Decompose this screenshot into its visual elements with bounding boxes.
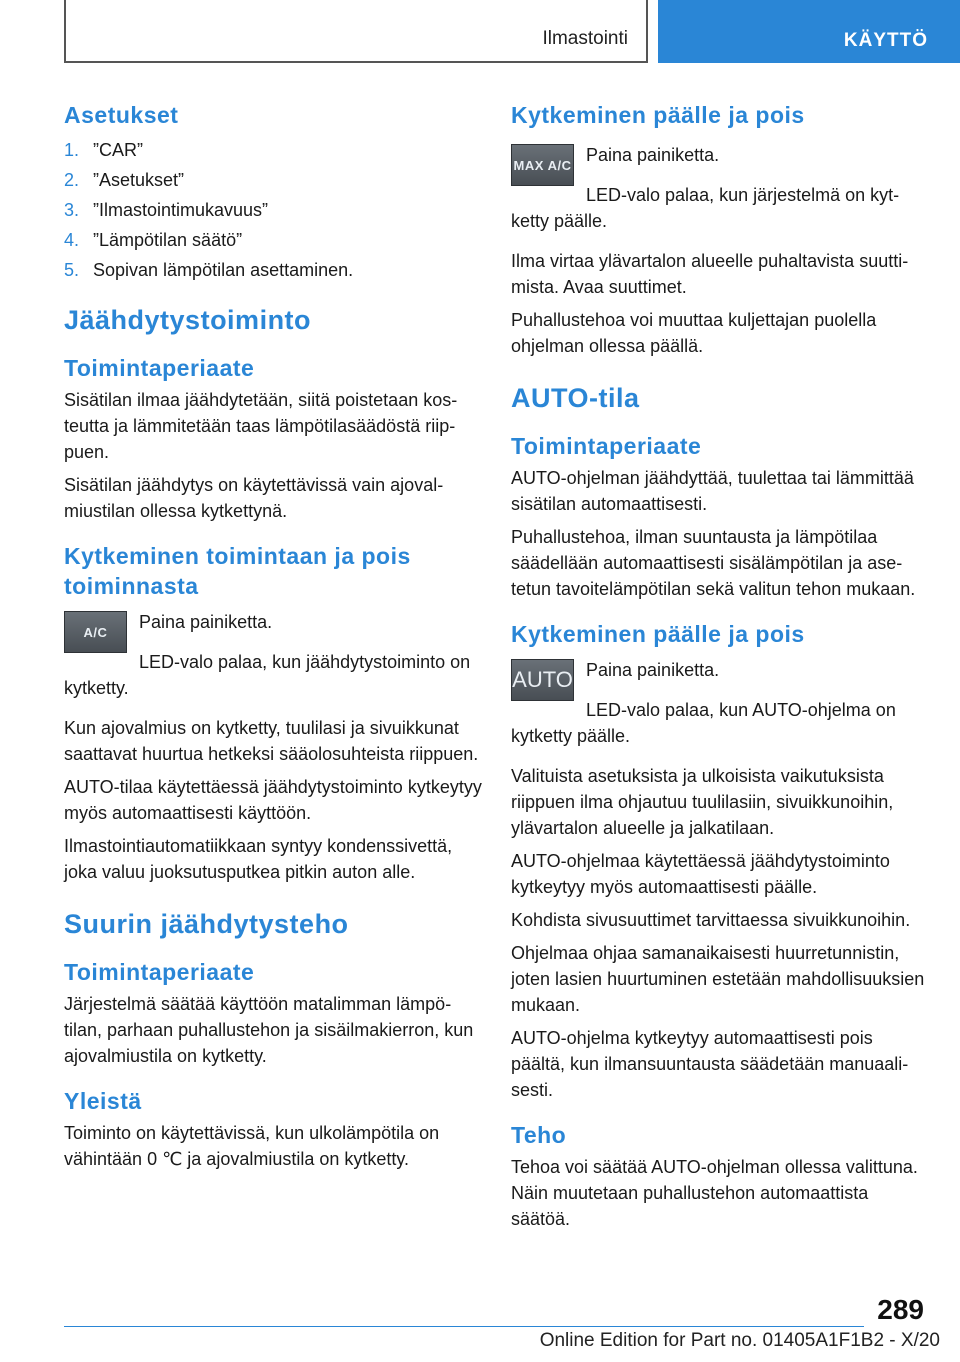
paragraph: AUTO-tilaa käytettäessä jäähdytystoiminto kytkeytyy myös automaattisesti käyttöön.: [64, 777, 482, 823]
header-section-box: [64, 0, 648, 63]
paragraph: Paina painiketta.: [139, 612, 273, 632]
paragraph: Ilmastointiautomatiikkaan syntyy kondenssivettä, joka valuu juoksutusputkea pitkin auton alle.: [64, 836, 453, 882]
step-item: 1. ”CAR”: [64, 140, 143, 160]
paragraph: Paina painiketta.: [586, 660, 720, 680]
step-item: 4. ”Lämpötilan säätö”: [64, 230, 243, 250]
step-item: 2. ”Asetukset”: [64, 170, 185, 190]
footer-edition: Online Edition for Part no. 01405A1F1B2 - X/20: [539, 1330, 940, 1351]
auto-switch-heading: Kytkeminen päälle ja pois: [511, 621, 805, 647]
max-principle-heading: Toimintaperiaate: [64, 959, 255, 985]
paragraph: Kun ajovalmius on kytketty, tuulilasi ja sivuikkunat saattavat huurtua hetkeksi sääolosuhteista riippuen.: [64, 718, 479, 764]
paragraph: Puhallustehoa voi muuttaa kuljettajan puolella ohjelman ollessa päällä.: [511, 310, 877, 356]
paragraph: Paina painiketta.: [586, 145, 720, 165]
step-item: 5. Sopivan lämpötilan asettaminen.: [64, 260, 354, 280]
paragraph: AUTO-ohjelma kytkeytyy automaattisesti pois päältä, kun ilmansuuntausta säädetään manuaalisesti.: [511, 1028, 909, 1100]
cooling-switch-heading: Kytkeminen toimintaan ja pois toiminnasta: [64, 543, 411, 599]
paragraph: Järjestelmä säätää käyttöön matalimman lämpötilan, parhaan puhallustehon ja sisäilmakierron, kun ajovalmiustila on kytketty.: [64, 994, 474, 1066]
paragraph: Valituista asetuksista ja ulkoisista vaikutuksista riippuen ilma ohjautuu tuulilasiin, sivuikkunoihin, ylävartalon alueelle ja jalkatilaan.: [511, 766, 894, 838]
auto-button-block: [511, 657, 929, 701]
max-cooling-heading: Suurin jäähdytysteho: [64, 909, 349, 939]
ac-button-icon: A/C: [64, 611, 127, 653]
header-chapter-tab: [658, 0, 960, 63]
auto-mode-heading: AUTO-tila: [511, 383, 640, 413]
paragraph: Sisätilan jäähdytys on käytettävissä vain ajovalmiustilan ollessa kytkettynä.: [64, 475, 444, 521]
paragraph: Puhallustehoa, ilman suuntausta ja lämpötilaa säädellään automaattisesti sisälämpötilan ja asetetun tavoitelämpötilan sekä valitun tehon mukaan.: [511, 527, 916, 599]
general-heading: Yleistä: [64, 1088, 142, 1114]
max-ac-button-block: [511, 142, 929, 186]
power-heading: Teho: [511, 1122, 567, 1148]
paragraph: Toiminto on käytettävissä, kun ulkolämpötila on vähintään 0 ℃ ja ajovalmiustila on kytketty.: [64, 1123, 440, 1169]
settings-heading: Asetukset: [64, 102, 179, 128]
paragraph: LED-valo palaa, kun järjestelmä on kytketty päälle.: [511, 185, 900, 231]
paragraph: Ilma virtaa ylävartalon alueelle puhaltavista suuttimista. Avaa suuttimet.: [511, 251, 909, 297]
paragraph: LED-valo palaa, kun jäähdytystoiminto on kytketty.: [64, 652, 471, 698]
page-number: 289: [877, 1294, 924, 1325]
paragraph: Kohdista sivusuuttimet tarvittaessa sivuikkunoihin.: [511, 910, 911, 930]
paragraph: AUTO-ohjelman jäähdyttää, tuulettaa tai lämmittää sisätilan automaattisesti.: [511, 468, 914, 514]
auto-button-icon: AUTO: [511, 659, 574, 701]
cooling-principle-heading: Toimintaperiaate: [64, 355, 255, 381]
paragraph: LED-valo palaa, kun AUTO-ohjelma on kytketty päälle.: [511, 700, 896, 746]
step-item: 3. ”Ilmastointimukavuus”: [64, 200, 269, 220]
auto-principle-heading: Toimintaperiaate: [511, 433, 702, 459]
right-column: [511, 100, 929, 1239]
max-switch-heading: Kytkeminen päälle ja pois: [511, 102, 805, 128]
paragraph: Ohjelmaa ohjaa samanaikaisesti huurretunnistin, joten lasien huurtuminen estetään mahdollisuuksien mukaan.: [511, 943, 925, 1015]
chapter-title: KÄYTTÖ: [843, 30, 928, 51]
section-title: Ilmastointi: [542, 28, 628, 49]
cooling-heading: Jäähdytystoiminto: [64, 305, 312, 335]
left-column: [64, 100, 482, 1179]
footer-divider: [64, 1326, 864, 1327]
max-ac-button-icon: MAX A/C: [511, 144, 574, 186]
paragraph: Sisätilan ilmaa jäähdytetään, siitä poistetaan kosteutta ja lämmitetään taas lämpötilasäädöstä riippuen.: [64, 390, 458, 462]
paragraph: AUTO-ohjelmaa käytettäessä jäähdytystoiminto kytkeytyy myös automaattisesti päälle.: [511, 851, 890, 897]
settings-steps: [64, 135, 482, 285]
ac-button-block: [64, 609, 482, 653]
paragraph: Tehoa voi säätää AUTO-ohjelman ollessa valittuna. Näin muutetaan puhallustehon automaattista säätöä.: [511, 1157, 918, 1229]
